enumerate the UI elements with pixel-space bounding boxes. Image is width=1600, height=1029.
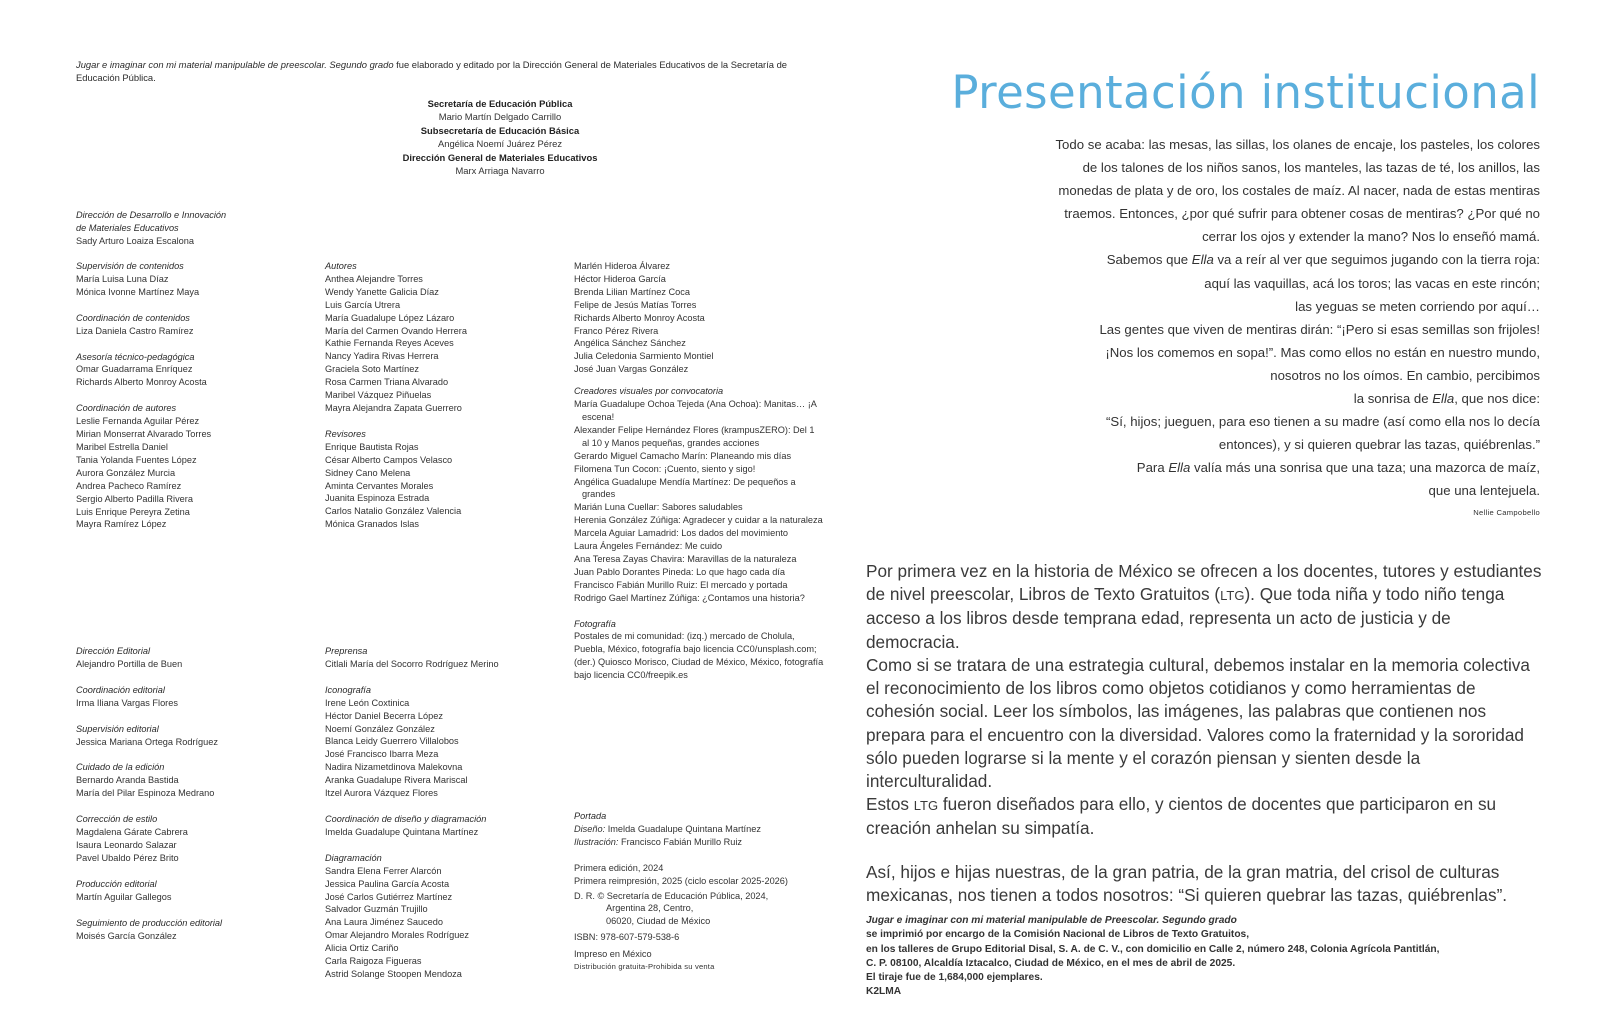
- poem-line: monedas de plata y de oro, los costales de maíz. Al nacer, nada de estas mentiras: [1058, 183, 1540, 199]
- credit-name: José Francisco Ibarra Meza: [325, 749, 439, 760]
- credit-heading: Coordinación de contenidos: [76, 312, 190, 323]
- poem-line: traemos. Entonces, ¿por qué sufrir para obtener cosas de mentiras? ¿Por qué no: [1064, 206, 1540, 222]
- primera-reimpresion: Primera reimpresión, 2025 (ciclo escolar 2025-2026): [574, 875, 788, 886]
- intro-rest: fue elaborado y editado por la Dirección General de Materiales Educativos de la Secretaría de Educación Pública.: [76, 59, 788, 83]
- credit-heading: Corrección de estilo: [76, 814, 158, 825]
- poem-line: nosotros no los oímos. En cambio, percibimos: [1270, 367, 1540, 383]
- paragraph-3: Estos LTG fueron diseñados para ello, y cientos de docentes que participaron en su creación anhelan su simpatía.: [866, 794, 1497, 839]
- credit-group: [76, 917, 316, 943]
- credit-name: Wendy Yanette Galicia Díaz: [325, 286, 439, 297]
- credit-name: Rodrigo Gael Martínez Zúñiga: ¿Contamos una historia?: [574, 592, 805, 603]
- credit-name: Salvador Guzmán Trujillo: [325, 904, 428, 915]
- poem-line: Para Ella valía más una sonrisa que una taza; una mazorca de maíz,: [1136, 460, 1540, 476]
- credit-group: [325, 852, 565, 981]
- poem-line: cerrar los ojos y extender la mano? Nos lo enseñó mamá.: [1202, 229, 1540, 245]
- credit-group: [325, 684, 565, 800]
- poem-author: Nellie Campobello: [1473, 508, 1540, 517]
- credit-name: Carlos Natalio González Valencia: [325, 506, 462, 517]
- paragraph-2: Como si se tratara de una estrategia cultural, debemos instalar en la memoria colectiva el reconocimiento de los libros como objetos cotidianos y como herramientas de cohesión social. Leer los símbolos, las imágenes, las palabras que contienen nos prepara para el encuentro con la diversidad. Valores como la fraternidad y la sororidad sólo pueden lograrse si la mente y el corazón piensan y sienten desde la interculturalidad.: [866, 655, 1530, 792]
- official-org: Subsecretaría de Educación Básica: [420, 125, 580, 137]
- impreso-en-mexico: Impreso en México: [574, 949, 652, 960]
- official-org: Secretaría de Educación Pública: [427, 98, 573, 109]
- credit-name: Imelda Guadalupe Quintana Martínez: [325, 826, 479, 837]
- credit-heading: Asesoría técnico-pedagógica: [76, 351, 195, 362]
- credit-heading: Fotografía: [574, 618, 616, 629]
- credit-name: Luis Enrique Pereyra Zetina: [76, 506, 190, 517]
- credit-group: [325, 260, 565, 415]
- creadores-visuales: [574, 385, 824, 604]
- epigraph-poem: [1040, 133, 1540, 503]
- credit-name: Irma Iliana Vargas Flores: [76, 697, 178, 708]
- diseno-name: Imelda Guadalupe Quintana Martínez: [605, 823, 761, 834]
- credit-name: José Carlos Gutiérrez Martínez: [325, 891, 453, 902]
- credit-name: María del Carmen Ovando Herrera: [325, 325, 467, 336]
- poem-line: Las gentes que viven de mentiras dirán: “¡Pero si esas semillas son frijoles!: [1099, 321, 1540, 337]
- credit-heading: Revisores: [325, 428, 366, 439]
- poem-line: que una lentejuela.: [1428, 483, 1540, 499]
- credit-group: [76, 723, 316, 749]
- credit-group: [76, 312, 316, 338]
- credits-col-b-bottom: [325, 645, 565, 994]
- credit-name: Francisco Fabián Murillo Ruiz: El mercado y portada: [574, 579, 788, 590]
- credit-name: Aranka Guadalupe Rivera Mariscal: [325, 775, 468, 786]
- credit-name: Nancy Yadira Rivas Herrera: [325, 351, 439, 362]
- credit-heading: Dirección Editorial: [76, 646, 151, 656]
- credit-heading: Portada: [574, 811, 607, 821]
- page-title: Presentación institucional: [951, 66, 1540, 119]
- credit-name: Omar Alejandro Morales Rodríguez: [325, 930, 470, 941]
- credit-name: Sady Arturo Loaiza Escalona: [76, 235, 194, 246]
- poem-line: entonces), y si quieren quebrar las tazas, quiébrenlas.”: [1218, 437, 1540, 453]
- intro-book-title: Jugar e imaginar con mi material manipulable de preescolar. Segundo grado: [76, 59, 394, 70]
- credit-name: María Guadalupe Ochoa Tejeda (Ana Ochoa): Manitas… ¡A escena!: [574, 399, 817, 422]
- paragraph-4: Así, hijos e hijas nuestras, de la gran patria, de la gran matria, del crisol de culturas mexicanas, nos tienen a todos nosotros: “Si quieren quebrar las tazas, quiébrenlas”.: [866, 862, 1508, 906]
- credit-group: [76, 351, 316, 390]
- credit-name: Jessica Paulina García Acosta: [325, 878, 450, 889]
- credit-name: Mónica Ivonne Martínez Maya: [76, 286, 200, 297]
- credit-name: Héctor Daniel Becerra López: [325, 710, 443, 721]
- official-org: Dirección General de Materiales Educativos: [402, 152, 598, 164]
- credit-group: [76, 684, 316, 710]
- credit-name: María Guadalupe López Lázaro: [325, 312, 455, 323]
- credit-group: [76, 761, 316, 800]
- credit-name: Jessica Mariana Ortega Rodríguez: [76, 736, 218, 747]
- colophon-line: C. P. 08100, Alcaldía Iztacalco, Ciudad de México, en el mes de abril de 2025.: [866, 957, 1236, 969]
- distribucion-gratuita: Distribución gratuita-Prohibida su venta: [574, 962, 715, 972]
- right-page-presentation: [830, 0, 1600, 1029]
- credit-name: Franco Pérez Rivera: [574, 325, 659, 336]
- credit-name: Omar Guadarrama Enríquez: [76, 364, 193, 375]
- credit-heading: Autores: [325, 261, 357, 271]
- credit-name: Juan Pablo Dorantes Pineda: Lo que hago cada día: [574, 566, 785, 577]
- credit-heading: Seguimiento de producción editorial: [76, 917, 223, 928]
- ilustracion-name: Francisco Fabián Murillo Ruiz: [618, 836, 742, 847]
- colophon: [866, 914, 1566, 1000]
- credit-name: Ana Laura Jiménez Saucedo: [325, 917, 443, 928]
- credit-name: Richards Alberto Monroy Acosta: [76, 377, 207, 388]
- credit-name: Alicia Ortiz Cariño: [325, 943, 399, 954]
- credits-col-c-top: [574, 260, 824, 695]
- fotografia-list: [574, 630, 824, 682]
- credit-name: Richards Alberto Monroy Acosta: [574, 312, 705, 323]
- creadores-list: [574, 398, 824, 605]
- derechos-reservados: D. R. © Secretaría de Educación Pública, 2024,: [574, 890, 769, 901]
- credit-group: [574, 260, 824, 376]
- credit-group: [76, 878, 316, 904]
- colophon-book-title: Jugar e imaginar con mi material manipulable de Preescolar. Segundo grado: [866, 915, 1237, 926]
- credit-name: Gerardo Miguel Camacho Marín: Planeando mis días: [574, 450, 792, 461]
- credit-name: Nadira Nizametdinova Malekovna: [325, 762, 463, 773]
- credit-name: Alexander Felipe Hernández Flores (krampusZERO): Del 1 al 10 y Manos pequeñas, grandes acciones: [574, 424, 815, 448]
- credit-name: Rosa Carmen Triana Alvarado: [325, 377, 449, 388]
- colophon-line: se imprimió por encargo de la Comisión Nacional de Libros de Texto Gratuitos,: [866, 929, 1250, 941]
- credit-group: [76, 645, 316, 671]
- credit-group: [325, 428, 565, 531]
- credit-name: Marián Luna Cuellar: Sabores saludables: [574, 502, 743, 513]
- credit-group: [76, 260, 316, 299]
- credit-name: Maribel Vázquez Piñuelas: [325, 390, 432, 401]
- credit-heading: Cuidado de la edición: [76, 762, 165, 773]
- credit-name: Graciela Soto Martínez: [325, 364, 419, 375]
- credit-name: Kathie Fernanda Reyes Aceves: [325, 338, 454, 349]
- credit-heading: Coordinación de autores: [76, 403, 177, 414]
- credit-group: [325, 813, 565, 839]
- credit-name: Aminta Cervantes Morales: [325, 480, 434, 491]
- intro-paragraph: [76, 59, 806, 84]
- diseno-label: Diseño:: [574, 823, 606, 834]
- credit-name: Postales de mi comunidad: (izq.) mercado de Cholula, Puebla, México, fotografía bajo licencia CC0/unsplash.com; (der.) Quiosco Morisco, Ciudad de México, México, fotografía bajo licencia CC0/freepik.es: [574, 631, 824, 681]
- credit-name: Angélica Guadalupe Mendía Martínez: De pequeños a grandes: [574, 476, 796, 500]
- credits-col-c-list: [574, 260, 824, 376]
- credit-name: Sandra Elena Ferrer Alarcón: [325, 865, 442, 876]
- official-person: Marx Arriaga Navarro: [455, 164, 545, 176]
- credit-name: Alejandro Portilla de Buen: [76, 658, 183, 669]
- credit-name: Sidney Cano Melena: [325, 467, 411, 478]
- poem-line: Todo se acaba: las mesas, las sillas, los olanes de encaje, los pasteles, los colores: [1055, 137, 1540, 152]
- isbn: ISBN: 978-607-579-538-6: [574, 932, 680, 943]
- poem-line: ¡Nos los comemos en sopa!”. Mas como ellos no están en nuestro mundo,: [1105, 344, 1540, 360]
- credit-name: César Alberto Campos Velasco: [325, 454, 453, 465]
- credit-name: Angélica Sánchez Sánchez: [574, 338, 686, 349]
- credit-name: Julia Celedonia Sarmiento Montiel: [574, 351, 714, 362]
- credit-heading: Producción editorial: [76, 878, 157, 889]
- credit-name: Felipe de Jesús Matías Torres: [574, 299, 697, 310]
- credit-group: [76, 402, 316, 531]
- credit-name: Magdalena Gárate Cabrera: [76, 827, 188, 838]
- credit-name: Maribel Estrella Daniel: [76, 441, 168, 452]
- credit-heading: Supervisión de contenidos: [76, 261, 184, 271]
- credit-heading: Preprensa: [325, 646, 368, 656]
- credit-name: Leslie Fernanda Aguilar Pérez: [76, 416, 200, 427]
- portada: [574, 810, 824, 849]
- credit-name: Mayra Alejandra Zapata Guerrero: [325, 402, 462, 413]
- credit-heading: Coordinación de diseño y diagramación: [325, 813, 487, 824]
- credit-heading: Diagramación: [325, 852, 382, 863]
- direccion-desarrollo-block: [76, 209, 316, 261]
- credit-name: Sergio Alberto Padilla Rivera: [76, 493, 193, 504]
- credit-name: Isaura Leonardo Salazar: [76, 839, 177, 850]
- credit-name: Moisés García González: [76, 930, 177, 941]
- poem-line: Sabemos que Ella va a reír al ver que seguimos jugando con la tierra roja:: [1106, 252, 1540, 268]
- poem-line: la sonrisa de Ella, que nos dice:: [1353, 391, 1540, 407]
- credit-name: Bernardo Aranda Bastida: [76, 775, 179, 786]
- direccion-linea-2: 06020, Ciudad de México: [606, 916, 711, 927]
- credit-name: Citlali María del Socorro Rodríguez Merino: [325, 658, 499, 669]
- credit-name: Luis García Utrera: [325, 299, 401, 310]
- credit-heading: Iconografía: [325, 684, 371, 695]
- credit-name: José Juan Vargas González: [574, 364, 689, 375]
- credit-heading: Dirección de Desarrollo e Innovación: [76, 210, 227, 220]
- credit-heading: Creadores visuales por convocatoria: [574, 386, 724, 397]
- credit-name: Liza Daniela Castro Ramírez: [76, 325, 194, 336]
- credits-col-b-top: [325, 260, 565, 544]
- credit-heading: Coordinación editorial: [76, 684, 165, 695]
- poem-line: las yeguas se meten corriendo por aquí…: [1295, 298, 1540, 314]
- credit-name: Pavel Ubaldo Pérez Brito: [76, 852, 179, 863]
- credit-heading: Supervisión editorial: [76, 723, 159, 734]
- credit-name: Brenda Lilian Martínez Coca: [574, 286, 690, 297]
- credit-name: Blanca Leidy Guerrero Villalobos: [325, 736, 459, 747]
- credit-name: Mirian Monserrat Alvarado Torres: [76, 429, 212, 440]
- primera-edicion: Primera edición, 2024: [574, 862, 664, 873]
- credit-name: Marcela Aguiar Lamadrid: Los dados del movimiento: [574, 528, 788, 539]
- official-person: Mario Martín Delgado Carrillo: [438, 110, 562, 122]
- poem-line: “Sí, hijos; jueguen, para eso tienen a su madre (así como ella nos lo decía: [1106, 414, 1540, 430]
- credit-name: Astrid Solange Stoopen Mendoza: [325, 968, 462, 979]
- portada-edicion-block: [574, 810, 824, 974]
- credit-name: Enrique Bautista Rojas: [325, 441, 419, 452]
- fotografia: [574, 618, 824, 683]
- credit-name: Carla Raigoza Figueras: [325, 956, 422, 967]
- credit-heading: de Materiales Educativos: [76, 222, 179, 233]
- paragraph-1: Por primera vez en la historia de México se ofrecen a los docentes, tutores y estudiantes de nivel preescolar, Libros de Texto Gratuitos (LTG). Que toda niña y todo niño tenga acceso a los libros desde temprana edad, representa un acto de justicia y de democracia.: [866, 561, 1542, 652]
- credits-col-a-bottom: [76, 645, 316, 955]
- credit-name: Tania Yolanda Fuentes López: [76, 454, 197, 465]
- credit-name: Aurora González Murcia: [76, 467, 176, 478]
- credit-name: Itzel Aurora Vázquez Flores: [325, 788, 438, 799]
- credit-group: [76, 813, 316, 865]
- credit-name: Noemí González González: [325, 723, 435, 734]
- credit-name: Andrea Pacheco Ramírez: [76, 480, 182, 491]
- credit-name: Juanita Espinoza Estrada: [325, 493, 430, 504]
- ilustracion-label: Ilustración:: [574, 836, 619, 847]
- credit-name: Filomena Tun Cocon: ¡Cuento, siento y sigo!: [574, 463, 756, 474]
- credit-name: Irene León Coxtinica: [325, 697, 410, 708]
- credit-name: Laura Ángeles Fernández: Me cuido: [574, 541, 723, 552]
- credit-name: Héctor Hideroa García: [574, 273, 666, 284]
- credit-name: Herenia González Zúñiga: Agradecer y cuidar a la naturaleza: [574, 515, 823, 526]
- credit-name: Ana Teresa Zayas Chavira: Maravillas de la naturaleza: [574, 553, 797, 564]
- colophon-line: en los talleres de Grupo Editorial Disal, S. A. de C. V., con domicilio en Calle 2, número 248, Colonia Agrícola Pantitlán,: [866, 943, 1440, 955]
- credit-name: María Luisa Luna Díaz: [76, 273, 169, 284]
- credit-name: Mónica Granados Islas: [325, 519, 419, 530]
- credit-name: Martín Aguilar Gallegos: [76, 891, 172, 902]
- credit-name: Mayra Ramírez López: [76, 519, 167, 530]
- credit-name: Anthea Alejandre Torres: [325, 273, 423, 284]
- officials-block: [300, 98, 700, 180]
- credit-group: [325, 645, 565, 671]
- direccion-linea-1: Argentina 28, Centro,: [606, 903, 694, 914]
- credit-name: María del Pilar Espinoza Medrano: [76, 788, 215, 799]
- colophon-code: K2LMA: [866, 986, 902, 998]
- poem-line: de los talones de los niños sanos, los manteles, las tazas de té, los anillos, las: [1082, 160, 1540, 176]
- poem-line: aquí las vaquillas, acá los toros; las vacas en este rincón;: [1204, 275, 1540, 291]
- credit-name: Marlén Hideroa Álvarez: [574, 261, 670, 271]
- colophon-line: El tiraje fue de 1,684,000 ejemplares.: [866, 972, 1043, 984]
- official-person: Angélica Noemí Juárez Pérez: [437, 137, 563, 149]
- credits-col-a-top: [76, 260, 316, 544]
